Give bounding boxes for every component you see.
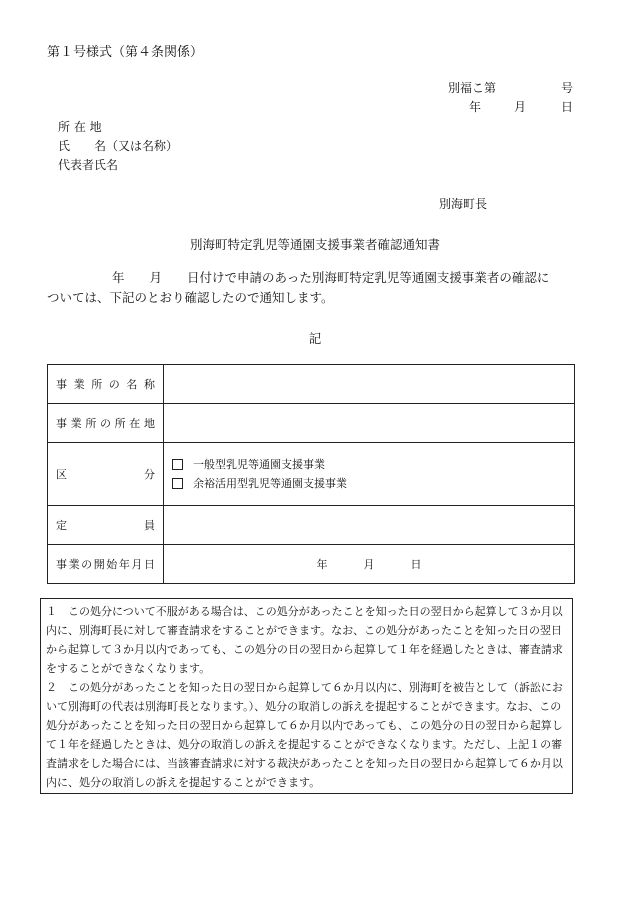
start-date-month: 月 <box>363 558 375 571</box>
category-options <box>164 443 575 506</box>
label-char: 名 <box>126 378 138 391</box>
addressee-representative-label: 代表者氏名 <box>58 158 119 172</box>
office-address-value[interactable] <box>164 404 575 443</box>
form-number: 第１号様式（第４条関係） <box>47 45 204 60</box>
category-option-surplus[interactable] <box>172 474 566 493</box>
date-month-label: 月 <box>514 100 527 114</box>
body-line-2: ついては、下記のとおり確認したので通知します。 <box>47 290 334 305</box>
label-char: 事 <box>56 417 67 430</box>
notice-item-2: ２ この処分があったことを知った日の翌日から起算して６か月以内に、別海町を被告として（訴訟において別海町の代表は別海町長となります。）、処分の取消しの訴えを提起することができます。なお、この処分があったことを知った日の翌日から起算して６か月以内であっても、この処分の日の翌日から起算して１年を経過したときは、処分の取消しの訴えを提起することができなくなります。ただし、上記１の審査請求をした場合には、当該審査請求に対する裁決があったことを知った日の翌日から起算して６か月以内に、処分の取消しの訴えを提起することができます。 <box>46 681 563 789</box>
addressee-location-label: 所 在 地 <box>58 120 102 134</box>
reference-prefix: 別福こ第 <box>448 81 497 95</box>
notice-item-1: １ この処分について不服がある場合は、この処分があったことを知った日の翌日から起算して３か月以内に、別海町長に対して審査請求をすることができます。なお、この処分があったことを知った日の翌日から起算して３か月以内であっても、この処分の日の翌日から起算して１年を経過したときは、審査請求をすることができなくなります。 <box>46 605 563 675</box>
label-char: 称 <box>143 378 155 391</box>
label-char: 所 <box>85 417 97 430</box>
checkbox-icon[interactable] <box>172 459 183 470</box>
table-row <box>48 545 575 584</box>
label-char: の <box>108 378 120 391</box>
body-paragraph <box>47 268 587 308</box>
label-char: 月 <box>131 558 143 571</box>
office-name-value[interactable] <box>164 365 575 404</box>
capacity-value[interactable] <box>164 506 575 545</box>
label-char: 事 <box>56 558 67 571</box>
start-date-day: 日 <box>410 558 422 571</box>
table-row <box>48 506 575 545</box>
addressee-name-label: 氏 名（又は名称） <box>58 139 179 153</box>
body-line-1: 年 月 日付けで申請のあった別海町特定乳児等通園支援事業者の確認に <box>112 270 550 285</box>
start-date-value[interactable] <box>164 545 575 584</box>
category-option-label: 一般型乳児等通園支援事業 <box>193 458 325 471</box>
label-char: 所 <box>114 417 126 430</box>
table-row <box>48 365 575 404</box>
category-label <box>48 443 164 506</box>
label-char: 所 <box>91 378 103 391</box>
label-char: 区 <box>56 468 67 481</box>
label-char: 年 <box>118 558 130 571</box>
label-char: 事 <box>56 378 67 391</box>
date-day-label: 日 <box>561 100 574 114</box>
label-char: 地 <box>143 417 155 430</box>
issuer-name: 別海町長 <box>439 197 488 211</box>
start-date-year: 年 <box>316 558 328 571</box>
label-char: 日 <box>143 558 155 571</box>
category-option-general[interactable] <box>172 455 566 474</box>
details-table <box>47 364 575 584</box>
label-char: 員 <box>144 519 155 532</box>
label-char: の <box>99 417 111 430</box>
office-name-label <box>48 365 164 404</box>
ki-heading: 記 <box>308 331 322 346</box>
label-char: の <box>81 558 93 571</box>
reference-suffix: 号 <box>561 81 574 95</box>
label-char: 開 <box>93 558 105 571</box>
document-title: 別海町特定乳児等通園支援事業者確認通知書 <box>189 237 440 252</box>
date-year-label: 年 <box>469 100 482 114</box>
category-option-label: 余裕活用型乳児等通園支援事業 <box>193 477 347 490</box>
label-char: 業 <box>70 417 82 430</box>
office-address-label <box>48 404 164 443</box>
label-char: 始 <box>106 558 118 571</box>
table-row <box>48 443 575 506</box>
start-date-label <box>48 545 164 584</box>
label-char: 定 <box>56 519 67 532</box>
appeal-notice-box <box>40 598 573 794</box>
label-char: 分 <box>144 468 155 481</box>
capacity-label <box>48 506 164 545</box>
table-row <box>48 404 575 443</box>
label-char: 在 <box>129 417 141 430</box>
label-char: 業 <box>68 558 80 571</box>
label-char: 業 <box>73 378 85 391</box>
checkbox-icon[interactable] <box>172 478 183 489</box>
